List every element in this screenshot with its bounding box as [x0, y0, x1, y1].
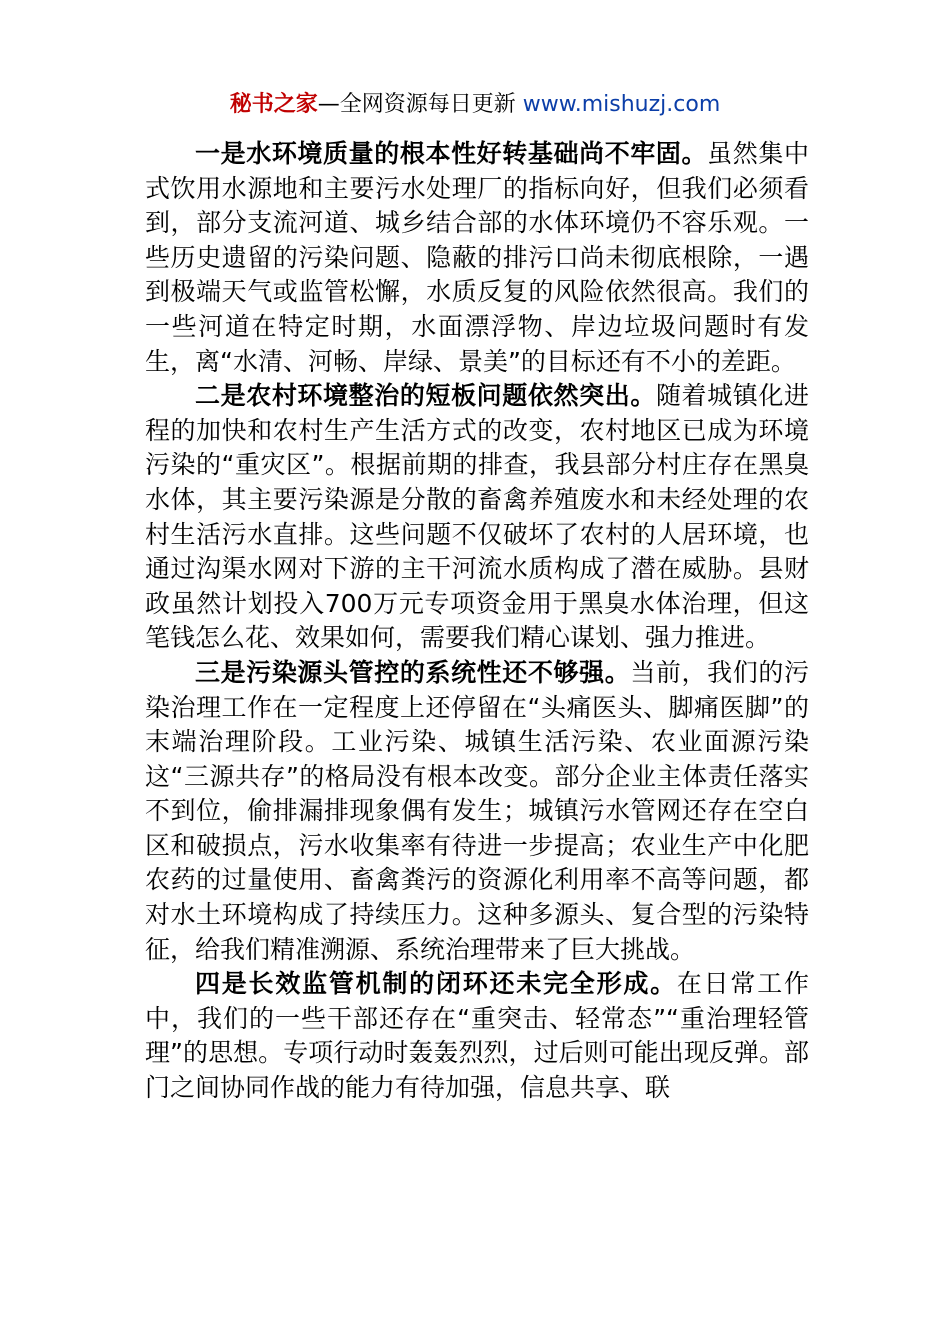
- page-header: [0, 88, 950, 122]
- paragraph-3: [145, 656, 809, 967]
- paragraph-4: [145, 967, 809, 1105]
- paragraph-lead: 四是长效监管机制的闭环还未完全形成。: [195, 969, 677, 999]
- paragraph-text: 随着城镇化进程的加快和农村生产生活方式的改变，农村地区已成为环境污染的“重灾区”。根据前期的排查，我县部分村庄存在黑臭水体，其主要污染源是分散的畜禽养殖废水和未经处理的农村生活污水直排。这些问题不仅破坏了农村的人居环境，也通过沟渠水网对下游的主干河流水质构成了潜在威胁。县财政虽然计划投入700万元专项资金用于黑臭水体治理，但这笔钱怎么花、效果如何，需要我们精心谋划、强力推进。: [145, 381, 809, 653]
- paragraph-text: 当前，我们的污染治理工作在一定程度上还停留在“头痛医头、脚痛医脚”的末端治理阶段。工业污染、城镇生活污染、农业面源污染这“三源共存”的格局没有根本改变。部分企业主体责任落实不到位，偷排漏排现象偶有发生；城镇污水管网还存在空白区和破损点，污水收集率有待进一步提高；农业生产中化肥农药的过量使用、畜禽粪污的资源化利用率不高等问题，都对水土环境构成了持续压力。这种多源头、复合型的污染特征，给我们精准溯源、系统治理带来了巨大挑战。: [145, 657, 809, 964]
- header-tagline: —全网资源每日更新: [317, 92, 523, 117]
- paragraph-1: [145, 137, 809, 379]
- paragraph-lead: 一是水环境质量的根本性好转基础尚不牢固。: [195, 139, 708, 168]
- paragraph-text: 虽然集中式饮用水源地和主要污水处理厂的指标向好，但我们必须看到，部分支流河道、城乡结合部的水体环境仍不容乐观。一些历史遗留的污染问题、隐蔽的排污口尚未彻底根除，一遇到极端天气或监管松懈，水质反复的风险依然很高。我们的一些河道在特定时期，水面漂浮物、岸边垃圾问题时有发生，离“水清、河畅、岸绿、景美”的目标还有不小的差距。: [145, 139, 809, 376]
- paragraph-lead: 二是农村环境整治的短板问题依然突出。: [195, 381, 656, 411]
- paragraph-text: 在日常工作中，我们的一些干部还存在“重突击、轻常态”“重治理轻管理”的思想。专项行动时轰轰烈烈，过后则可能出现反弹。部门之间协同作战的能力有待加强，信息共享、联: [145, 969, 809, 1103]
- paragraph-2: [145, 379, 809, 656]
- document-body: [145, 137, 809, 1106]
- header-brand: 秘书之家: [229, 92, 318, 117]
- paragraph-lead: 三是污染源头管控的系统性还不够强。: [195, 657, 631, 687]
- header-site-link[interactable]: www.mishuzj.com: [522, 92, 721, 117]
